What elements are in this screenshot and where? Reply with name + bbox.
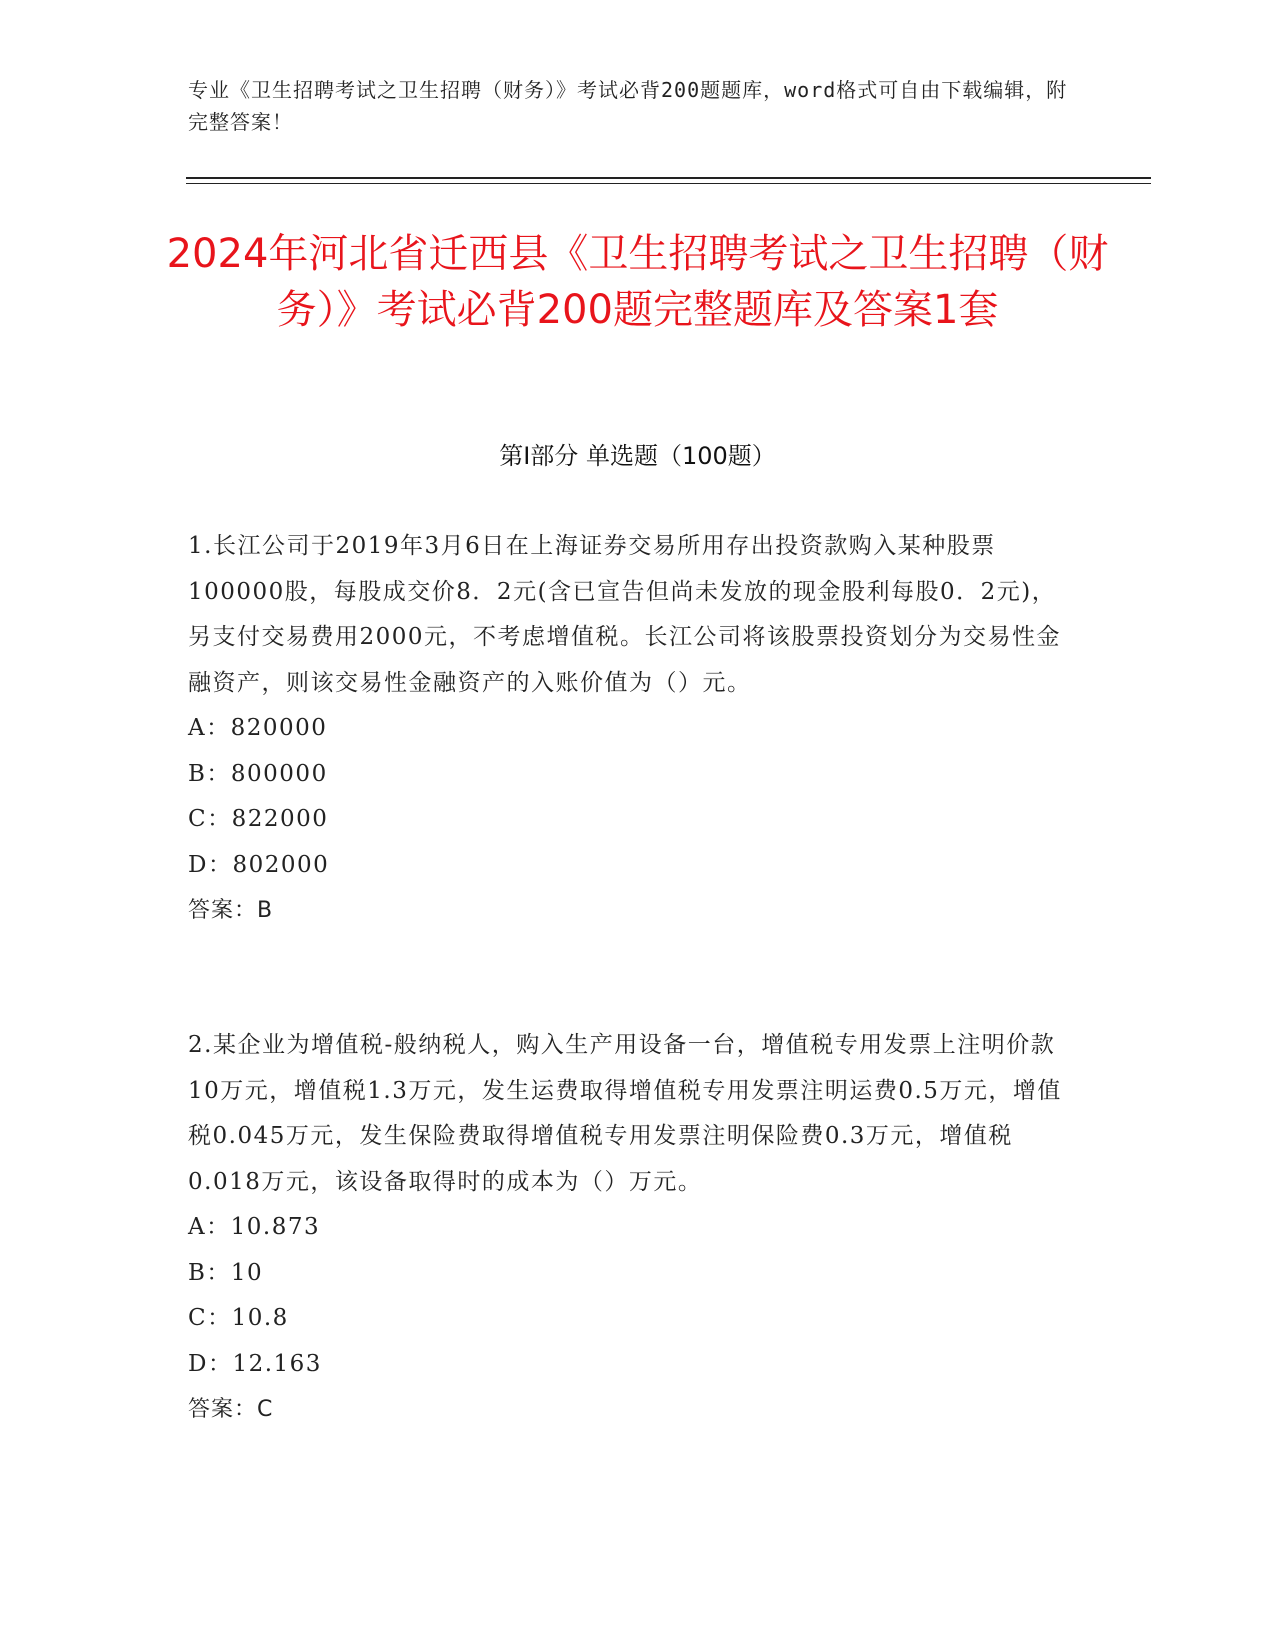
header-note: 专业《卫生招聘考试之卫生招聘（财务）》考试必背200题题库，word格式可自由下载编辑，附完整答案！ (188, 78, 1068, 134)
option-b: B：10 (188, 1259, 264, 1286)
header-divider-thin (186, 183, 1151, 184)
question-1 (188, 524, 1073, 934)
document-title: 2024年河北省迁西县《卫生招聘考试之卫生招聘（财务）》考试必背200题完整题库及答案1套 (166, 231, 1109, 333)
option-a: A：820000 (188, 715, 328, 741)
option-a: A：10.873 (188, 1214, 321, 1240)
option-c: C：822000 (188, 806, 329, 832)
option-d: D：802000 (188, 851, 330, 878)
question-stem: 1.长江公司于2019年3月6日在上海证券交易所用存出投资款购入某种股票100000股，每股成交价8．2元(含已宣告但尚未发放的现金股利每股0．2元)，另支付交易费用2000元，不考虑增值税。长江公司将该股票投资划分为交易性金融资产，则该交易性金融资产的入账价值为（）元。 (188, 533, 1062, 696)
option-d: D：12.163 (188, 1350, 322, 1377)
question-stem: 2.某企业为增值税-般纳税人，购入生产用设备一台，增值税专用发票上注明价款10万元，增值税1.3万元，发生运费取得增值税专用发票注明运费0.5万元，增值税0.045万元，发生保险费取得增值税专用发票注明保险费0.3万元，增值税0.018万元，该设备取得时的成本为（）万元。 (188, 1032, 1062, 1195)
answer: 答案：C (188, 1397, 274, 1422)
section-heading: 第I部分 单选题（100题） (499, 442, 776, 470)
option-c: C：10.8 (188, 1305, 289, 1331)
header-divider-thick (186, 177, 1151, 179)
answer: 答案：B (188, 898, 274, 923)
question-2 (188, 1023, 1073, 1433)
option-b: B：800000 (188, 760, 328, 787)
